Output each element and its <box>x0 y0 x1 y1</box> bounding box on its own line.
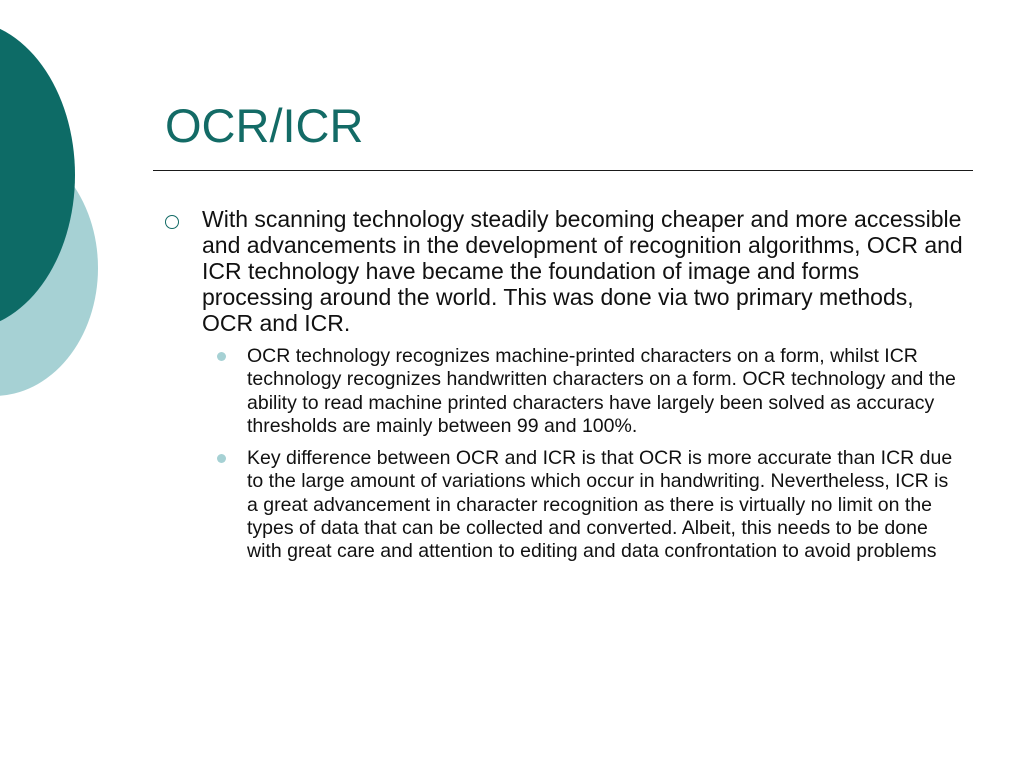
main-bullet-item <box>165 206 965 336</box>
sub-bullet-text: Key difference between OCR and ICR is that OCR is more accurate than ICR due to the large amount of variations which occur in handwriting. Nevertheless, ICR is a great advancement in character recognition as there is virtually no limit on the types of data that can be collected and converted. Albeit, this needs to be done with great care and attention to editing and data confrontation to avoid problems <box>247 447 953 563</box>
sub-bullet-item <box>217 345 965 438</box>
hollow-circle-bullet-icon <box>165 215 179 229</box>
sub-bullet-item <box>217 447 965 563</box>
title-divider <box>153 170 973 171</box>
slide-body <box>165 206 965 573</box>
filled-circle-bullet-icon <box>217 454 226 463</box>
filled-circle-bullet-icon <box>217 352 226 361</box>
sub-bullet-text: OCR technology recognizes machine-printed characters on a form, whilst ICR technology recognizes handwritten characters on a form. OCR technology and the ability to read machine printed characters have largely been solved as accuracy thresholds are mainly between 99 and 100%. <box>247 345 956 437</box>
main-bullet-text: With scanning technology steadily becoming cheaper and more accessible and advancements in the development of recognition algorithms, OCR and ICR technology have became the foundation of image and forms processing around the world. This was done via two primary methods, OCR and ICR. <box>202 206 963 336</box>
sub-bullet-list <box>217 345 965 564</box>
slide-title: OCR/ICR <box>165 99 364 152</box>
